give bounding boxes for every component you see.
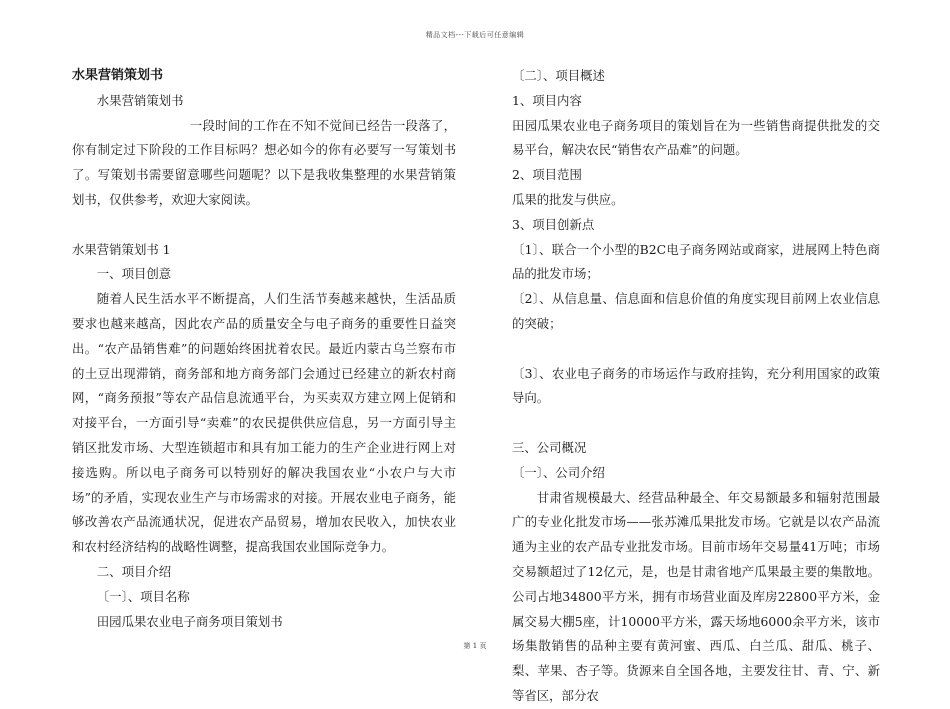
- body-paragraph: 随着人民生活水平不断提高，人们生活节奏越来越快，生活品质要求也越来越高，因此农产品的质量安全与电子商务的重要性日益突出。“农产品销售难”的问题始终困扰着农民。最近内蒙古乌兰察布市的土豆出现滞销，商务部和地方商务部门会通过已经建立的新农村商网，“商务预报”等农产品信息流通平台，为买卖双方建立网上促销和对接平台，一方面引导“卖难”的农民提供供应信息，另一方面引导主销区批发市场、大型连锁超市和具有加工能力的生产企业进行网上对接选购。所以电子商务可以特别好的解决我国农业“小农户与大市场”的矛盾，实现农业生产与市场需求的对接。开展农业电子商务，能够改善农产品流通状况，促进农产品贸易，增加农民收入，加快农业和农村经济结构的战略性调整，提高我国农业国际竞争力。: [72, 291, 456, 555]
- innovation-point-2: 〔2〕、从信息量、信息面和信息价值的角度实现目前网上农业信息的突破；: [512, 291, 880, 331]
- page-number: 第 1 页: [463, 642, 487, 650]
- item-heading-innovation: 3、项目创新点: [512, 216, 595, 232]
- section-title: 水果营销策划书 1: [72, 241, 171, 257]
- heading-company-overview: 三、公司概况: [512, 439, 587, 455]
- item-heading-content: 1、项目内容: [512, 92, 582, 108]
- heading-project-idea: 一、项目创意: [96, 266, 172, 282]
- subheading-company-intro: 〔一〕、公司介绍: [512, 464, 605, 480]
- document-title: 水果营销策划书: [72, 68, 164, 83]
- spacer: [72, 213, 456, 238]
- project-name-text: 田园瓜果农业电子商务项目策划书: [96, 613, 283, 629]
- spacer: [512, 337, 880, 362]
- heading-project-intro: 二、项目介绍: [96, 563, 172, 579]
- item-scope-body: 瓜果的批发与供应。: [512, 191, 624, 207]
- company-intro-body: 甘肃省规模最大、经营品种最全、年交易额最多和辐射范围最广的专业化批发市场——张苏滩瓜果批发市场。它就是以农产品流通为主业的农产品专业批发市场。目前市场年交易量41万吨；市场交易额超过了12亿元，是，也是甘肃省地产瓜果最主要的集散地。公司占地34800平方米，拥有市场营业面及库房22800平方米，金属交易大棚5座，计10000平方米，露天场地6000余平方米，该市场集散销售的品种主要有黄河蜜、西瓜、白兰瓜、甜瓜、桃子、梨、苹果、杏子等。货源来自全国各地，主要发往甘、青、宁、新等省区，部分农: [512, 489, 880, 703]
- right-column: [512, 64, 880, 709]
- subheading-overview: 〔二〕、项目概述: [512, 68, 605, 83]
- item-content-body: 田园瓜果农业电子商务项目的策划旨在为一些销售商提供批发的交易平台，解决农民“销售农产品难”的问题。: [512, 117, 880, 158]
- subheading-project-name: 〔一〕、项目名称: [96, 588, 190, 604]
- item-heading-scope: 2、项目范围: [512, 167, 582, 183]
- page-header-note: 精品文档---下载后可任意编辑: [425, 31, 525, 39]
- left-column: [72, 64, 456, 634]
- spacer: [512, 411, 880, 436]
- intro-paragraph: 一段时间的工作在不知不觉间已经告一段落了，你有制定过下阶段的工作目标吗？想必如今的你有必要写一写策划书了。写策划书需要留意哪些问题呢？以下是我收集整理的水果营销策划书，仅供参考，欢迎大家阅读。: [72, 117, 456, 207]
- innovation-point-3: 〔3〕、农业电子商务的市场运作与政府挂钩，充分利用国家的政策导向。: [512, 365, 880, 406]
- document-subtitle: 水果营销策划书: [96, 92, 184, 108]
- innovation-point-1: 〔1〕、联合一个小型的B2C电子商务网站或商家，进展网上特色商品的批发市场；: [512, 241, 880, 282]
